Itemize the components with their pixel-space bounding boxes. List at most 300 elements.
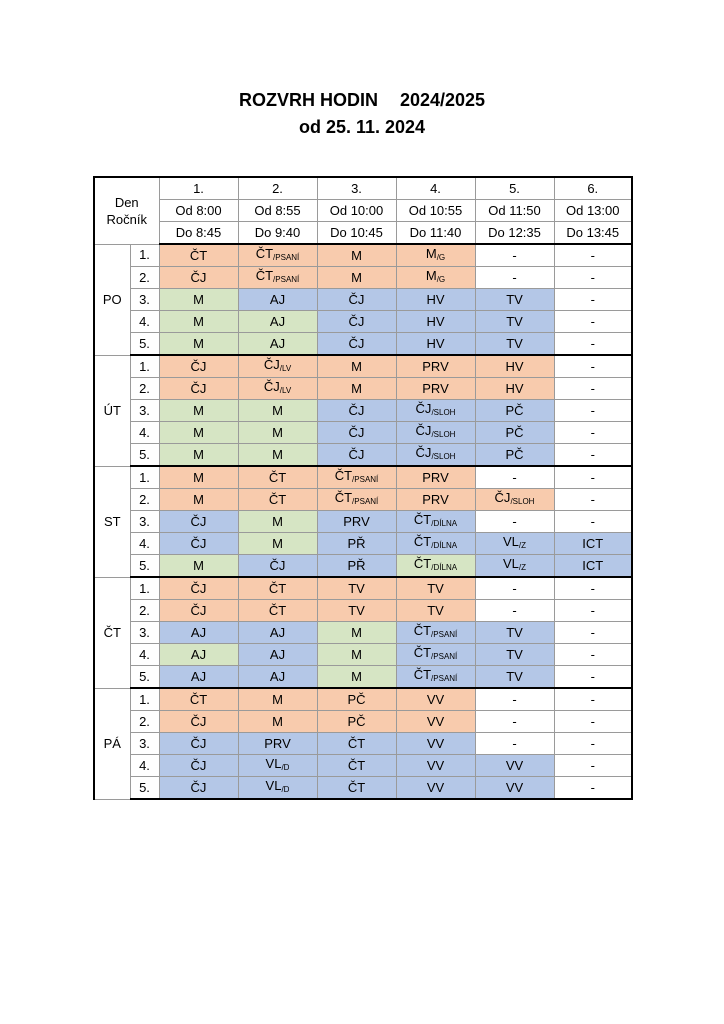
lesson-cell (159, 466, 238, 489)
lesson-subject: - (512, 580, 517, 596)
lesson-subject: - (590, 668, 595, 684)
lesson-subject: ČT (255, 267, 274, 283)
lesson-cell (396, 555, 475, 578)
lesson-note: /DÍLNA (431, 562, 458, 572)
lesson-note: /PSANÍ (352, 496, 379, 506)
lesson-cell (396, 400, 475, 422)
lesson-subject: M (193, 291, 204, 307)
table-row (94, 333, 632, 356)
lesson-subject: ČT (347, 735, 366, 751)
title-year: 2024/2025 (399, 90, 486, 110)
lesson-cell (159, 489, 238, 511)
lesson-cell (554, 600, 632, 622)
lesson-cell (554, 622, 632, 644)
lesson-subject: M (351, 646, 362, 662)
lesson-subject: - (590, 624, 595, 640)
lesson-subject: ČT (268, 580, 287, 596)
lesson-subject: ČJ (190, 358, 207, 374)
lesson-cell (159, 711, 238, 733)
lesson-subject: - (512, 691, 517, 707)
lesson-cell (159, 622, 238, 644)
lesson-cell (317, 622, 396, 644)
lesson-cell (317, 466, 396, 489)
lesson-cell (159, 511, 238, 533)
lesson-cell (238, 311, 317, 333)
lesson-subject: VL (265, 777, 282, 793)
lesson-subject: ČT (268, 602, 287, 618)
lesson-subject: ČJ (269, 557, 286, 573)
lesson-cell (159, 333, 238, 356)
lesson-cell (554, 267, 632, 289)
lesson-subject: PRV (422, 491, 449, 507)
grade-label: 4. (130, 533, 159, 555)
lesson-subject: TV (506, 313, 523, 329)
lesson-cell (238, 600, 317, 622)
lesson-subject: - (590, 646, 595, 662)
table-row (94, 289, 632, 311)
lesson-cell (317, 267, 396, 289)
table-row (94, 244, 632, 267)
grade-label: 2. (130, 267, 159, 289)
lesson-cell (238, 355, 317, 378)
lesson-subject: - (590, 602, 595, 618)
period-to-cell: Do 13:45 (554, 222, 632, 245)
grade-label: 5. (130, 444, 159, 467)
lesson-subject: HV (505, 358, 524, 374)
lesson-subject: M (272, 691, 283, 707)
table-row (94, 311, 632, 333)
lesson-subject: M (425, 267, 437, 283)
lesson-subject: PČ (505, 402, 524, 418)
lesson-cell (396, 533, 475, 555)
lesson-cell (554, 711, 632, 733)
header-row-from (94, 200, 632, 222)
lesson-subject: ICT (582, 557, 604, 573)
grade-label: 1. (130, 466, 159, 489)
grade-label: 3. (130, 289, 159, 311)
lesson-cell (238, 289, 317, 311)
lesson-cell (317, 577, 396, 600)
lesson-subject: - (512, 713, 517, 729)
lesson-cell (238, 466, 317, 489)
lesson-subject: M (351, 624, 362, 640)
lesson-cell (317, 555, 396, 578)
lesson-subject: TV (348, 602, 365, 618)
lesson-note: /SLOH (431, 429, 456, 439)
period-num-cell: 1. (159, 177, 238, 200)
grade-label: 2. (130, 600, 159, 622)
table-row (94, 511, 632, 533)
lesson-subject: ČT (413, 555, 432, 571)
lesson-subject: M (272, 513, 283, 529)
lesson-note: /G (436, 274, 446, 284)
lesson-note: /LV (279, 385, 292, 395)
grade-label: 2. (130, 489, 159, 511)
lesson-subject: VV (426, 735, 445, 751)
lesson-cell (554, 444, 632, 467)
lesson-cell (159, 777, 238, 800)
header-row-periods (94, 177, 632, 200)
table-row (94, 733, 632, 755)
lesson-subject: TV (506, 291, 523, 307)
lesson-cell (317, 400, 396, 422)
lesson-note: /PSANÍ (273, 252, 300, 262)
period-num-cell: 6. (554, 177, 632, 200)
lesson-subject: M (351, 358, 362, 374)
lesson-cell (159, 644, 238, 666)
lesson-subject: - (590, 580, 595, 596)
lesson-subject: ČJ (190, 380, 207, 396)
schedule-body (94, 177, 632, 799)
lesson-subject: ČJ (263, 356, 280, 372)
lesson-cell (475, 755, 554, 777)
lesson-cell (238, 378, 317, 400)
lesson-cell (159, 289, 238, 311)
lesson-subject: - (590, 469, 595, 485)
lesson-cell (396, 733, 475, 755)
table-row (94, 267, 632, 289)
lesson-subject: ICT (582, 535, 604, 551)
lesson-subject: ČT (413, 666, 432, 682)
table-row (94, 777, 632, 800)
lesson-subject: - (512, 469, 517, 485)
lesson-subject: - (512, 513, 517, 529)
table-row (94, 489, 632, 511)
lesson-subject: ČJ (348, 446, 365, 462)
table-row (94, 422, 632, 444)
lesson-cell (475, 577, 554, 600)
lesson-cell (317, 244, 396, 267)
period-num-cell: 4. (396, 177, 475, 200)
lesson-cell (238, 622, 317, 644)
lesson-subject: ČT (334, 467, 353, 483)
lesson-cell (554, 644, 632, 666)
lesson-note: /DÍLNA (431, 540, 458, 550)
lesson-cell (396, 622, 475, 644)
lesson-cell (317, 489, 396, 511)
period-from-cell: Od 8:00 (159, 200, 238, 222)
lesson-subject: AJ (190, 624, 207, 640)
table-row (94, 688, 632, 711)
lesson-cell (554, 400, 632, 422)
day-label: ST (94, 466, 130, 577)
lesson-subject: VL (265, 755, 282, 771)
lesson-subject: PČ (347, 691, 366, 707)
period-to-cell: Do 9:40 (238, 222, 317, 245)
lesson-cell (554, 378, 632, 400)
lesson-subject: ČJ (348, 402, 365, 418)
lesson-subject: ČJ (190, 535, 207, 551)
lesson-cell (238, 333, 317, 356)
lesson-cell (475, 777, 554, 800)
lesson-cell (396, 711, 475, 733)
lesson-cell (396, 289, 475, 311)
lesson-note: /D (281, 762, 290, 772)
lesson-cell (317, 533, 396, 555)
lesson-subject: - (512, 247, 517, 263)
corner-cell (94, 177, 159, 244)
lesson-subject: - (590, 335, 595, 351)
lesson-cell (396, 777, 475, 800)
lesson-cell (238, 577, 317, 600)
lesson-subject: - (590, 358, 595, 374)
lesson-subject: ČT (413, 533, 432, 549)
lesson-cell (238, 644, 317, 666)
lesson-subject: PRV (264, 735, 291, 751)
lesson-note: /PSANÍ (352, 474, 379, 484)
table-row (94, 666, 632, 689)
lesson-cell (554, 244, 632, 267)
lesson-subject: TV (427, 602, 444, 618)
lesson-cell (475, 733, 554, 755)
lesson-cell (317, 755, 396, 777)
lesson-cell (396, 644, 475, 666)
lesson-subject: TV (506, 624, 523, 640)
lesson-cell (554, 355, 632, 378)
lesson-subject: - (590, 779, 595, 795)
lesson-cell (396, 600, 475, 622)
lesson-cell (396, 755, 475, 777)
lesson-cell (317, 644, 396, 666)
day-label: PÁ (94, 688, 130, 799)
lesson-cell (317, 777, 396, 800)
lesson-subject: ČJ (415, 400, 432, 416)
lesson-subject: AJ (269, 646, 286, 662)
lesson-subject: - (512, 269, 517, 285)
lesson-subject: AJ (269, 624, 286, 640)
lesson-cell (317, 289, 396, 311)
lesson-subject: M (272, 535, 283, 551)
lesson-cell (554, 311, 632, 333)
lesson-subject: ČJ (190, 779, 207, 795)
lesson-cell (475, 600, 554, 622)
lesson-subject: PRV (422, 469, 449, 485)
grade-label: 1. (130, 577, 159, 600)
period-from-cell: Od 10:00 (317, 200, 396, 222)
lesson-cell (238, 422, 317, 444)
lesson-subject: ČT (347, 757, 366, 773)
table-row (94, 577, 632, 600)
lesson-subject: - (512, 735, 517, 751)
lesson-subject: ČJ (348, 335, 365, 351)
lesson-subject: - (590, 269, 595, 285)
period-num-cell: 3. (317, 177, 396, 200)
lesson-cell (554, 466, 632, 489)
lesson-subject: VV (505, 757, 524, 773)
table-row (94, 555, 632, 578)
lesson-note: /Z (518, 540, 526, 550)
lesson-cell (554, 733, 632, 755)
lesson-subject: PČ (347, 713, 366, 729)
lesson-cell (238, 489, 317, 511)
schedule-table (93, 176, 633, 800)
lesson-subject: PRV (422, 358, 449, 374)
lesson-subject: HV (426, 313, 445, 329)
lesson-note: /PSANÍ (273, 274, 300, 284)
lesson-subject: TV (506, 335, 523, 351)
grade-label: 2. (130, 378, 159, 400)
lesson-cell (159, 355, 238, 378)
lesson-cell (475, 511, 554, 533)
lesson-cell (396, 333, 475, 356)
lesson-cell (159, 267, 238, 289)
lesson-cell (475, 444, 554, 467)
lesson-subject: - (590, 313, 595, 329)
lesson-cell (238, 267, 317, 289)
lesson-subject: PŘ (347, 535, 366, 551)
table-row (94, 466, 632, 489)
day-label: ČT (94, 577, 130, 688)
lesson-note: /G (436, 252, 446, 262)
lesson-note: /SLOH (510, 496, 535, 506)
lesson-subject: M (272, 424, 283, 440)
lesson-subject: - (590, 691, 595, 707)
grade-label: 4. (130, 422, 159, 444)
lesson-subject: VV (426, 713, 445, 729)
grade-label: 5. (130, 777, 159, 800)
lesson-cell (159, 422, 238, 444)
lesson-subject: AJ (269, 335, 286, 351)
table-row (94, 533, 632, 555)
lesson-cell (159, 577, 238, 600)
lesson-cell (317, 711, 396, 733)
lesson-cell (396, 378, 475, 400)
lesson-subject: VV (505, 779, 524, 795)
lesson-subject: M (193, 469, 204, 485)
table-row (94, 711, 632, 733)
lesson-subject: ČT (189, 247, 208, 263)
lesson-cell (159, 555, 238, 578)
lesson-cell (554, 422, 632, 444)
lesson-subject: M (272, 446, 283, 462)
lesson-cell (396, 244, 475, 267)
table-row (94, 355, 632, 378)
page-subtitle: od 25. 11. 2024 (298, 117, 426, 137)
lesson-cell (396, 511, 475, 533)
lesson-cell (159, 444, 238, 467)
lesson-cell (554, 666, 632, 689)
lesson-cell (475, 422, 554, 444)
lesson-cell (159, 400, 238, 422)
grade-label: 1. (130, 688, 159, 711)
lesson-cell (238, 511, 317, 533)
grade-label: 3. (130, 733, 159, 755)
day-label: PO (94, 244, 130, 355)
lesson-subject: HV (505, 380, 524, 396)
lesson-subject: VV (426, 779, 445, 795)
corner-label-grade: Ročník (106, 211, 147, 227)
period-to-cell: Do 11:40 (396, 222, 475, 245)
lesson-cell (317, 688, 396, 711)
period-to-cell: Do 8:45 (159, 222, 238, 245)
lesson-subject: ČJ (415, 444, 432, 460)
lesson-subject: ČT (268, 491, 287, 507)
lesson-subject: TV (506, 668, 523, 684)
lesson-cell (396, 489, 475, 511)
day-label: ÚT (94, 355, 130, 466)
lesson-subject: ČJ (348, 291, 365, 307)
period-num-cell: 5. (475, 177, 554, 200)
grade-label: 1. (130, 244, 159, 267)
lesson-subject: M (272, 713, 283, 729)
lesson-subject: ČJ (190, 580, 207, 596)
period-to-cell: Do 10:45 (317, 222, 396, 245)
grade-label: 5. (130, 555, 159, 578)
lesson-subject: ČJ (348, 424, 365, 440)
lesson-subject: ČT (334, 489, 353, 505)
lesson-cell (159, 688, 238, 711)
lesson-subject: ČJ (263, 378, 280, 394)
lesson-cell (554, 777, 632, 800)
lesson-cell (396, 422, 475, 444)
lesson-cell (396, 666, 475, 689)
grade-label: 5. (130, 666, 159, 689)
lesson-subject: PRV (422, 380, 449, 396)
table-row (94, 644, 632, 666)
lesson-cell (159, 378, 238, 400)
lesson-subject: ČT (189, 691, 208, 707)
lesson-subject: ČT (413, 622, 432, 638)
lesson-cell (396, 577, 475, 600)
lesson-subject: M (425, 245, 437, 261)
lesson-subject: ČJ (190, 713, 207, 729)
lesson-cell (475, 400, 554, 422)
period-from-cell: Od 10:55 (396, 200, 475, 222)
lesson-subject: TV (506, 646, 523, 662)
lesson-cell (238, 444, 317, 467)
lesson-cell (554, 511, 632, 533)
lesson-subject: - (590, 735, 595, 751)
lesson-subject: VL (502, 555, 519, 571)
lesson-cell (475, 355, 554, 378)
lesson-subject: PČ (505, 424, 524, 440)
lesson-subject: ČJ (190, 757, 207, 773)
period-num-cell: 2. (238, 177, 317, 200)
lesson-subject: PRV (343, 513, 370, 529)
lesson-cell (475, 244, 554, 267)
lesson-subject: ČT (268, 469, 287, 485)
table-row (94, 622, 632, 644)
lesson-subject: - (590, 446, 595, 462)
lesson-cell (554, 577, 632, 600)
period-from-cell: Od 8:55 (238, 200, 317, 222)
lesson-subject: HV (426, 335, 445, 351)
lesson-cell (475, 622, 554, 644)
lesson-cell (317, 600, 396, 622)
lesson-cell (238, 688, 317, 711)
lesson-subject: AJ (269, 668, 286, 684)
lesson-subject: M (351, 668, 362, 684)
lesson-cell (396, 688, 475, 711)
lesson-subject: M (193, 446, 204, 462)
grade-label: 3. (130, 511, 159, 533)
grade-label: 2. (130, 711, 159, 733)
lesson-subject: VL (502, 533, 519, 549)
table-row (94, 600, 632, 622)
lesson-cell (475, 289, 554, 311)
lesson-subject: - (590, 513, 595, 529)
lesson-note: /DÍLNA (431, 518, 458, 528)
lesson-note: /Z (518, 562, 526, 572)
lesson-cell (317, 333, 396, 356)
grade-label: 1. (130, 355, 159, 378)
lesson-subject: M (193, 402, 204, 418)
lesson-cell (238, 400, 317, 422)
lesson-subject: - (590, 291, 595, 307)
lesson-cell (317, 422, 396, 444)
table-row (94, 400, 632, 422)
lesson-cell (475, 688, 554, 711)
